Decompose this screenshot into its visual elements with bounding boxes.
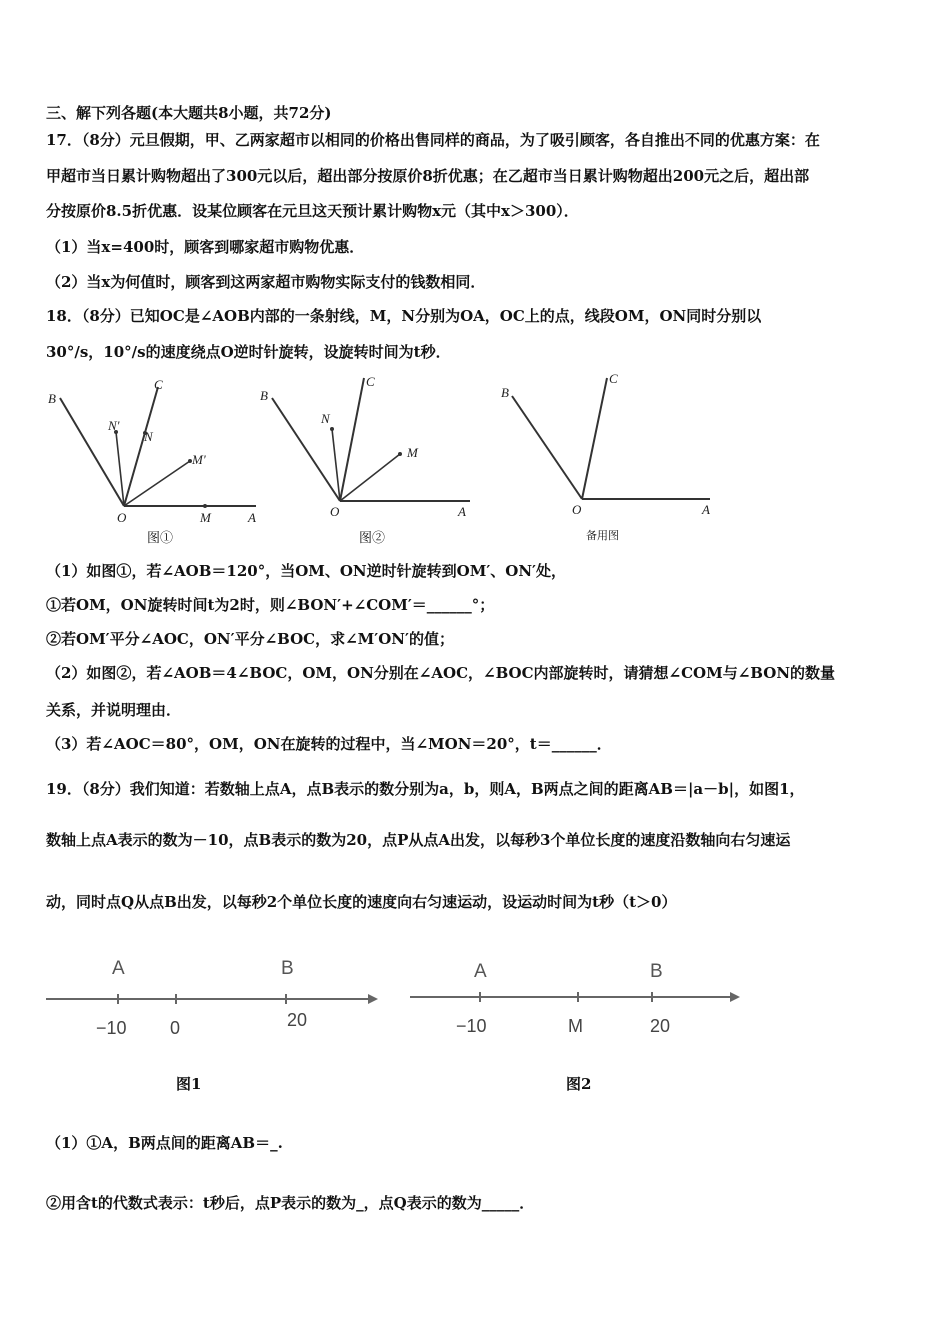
q18-part2b: 关系，并说明理由． bbox=[46, 701, 182, 719]
q18-part1a: ①若OM，ON旋转时间t为2时，则∠BON′+∠COM′＝______°； bbox=[46, 596, 495, 614]
label-c: C bbox=[366, 374, 375, 389]
q18-figure-3-caption: 备用图 bbox=[586, 529, 619, 542]
label-n-prime: N' bbox=[108, 418, 120, 433]
q19-figure-2 bbox=[408, 950, 748, 1045]
label-o: O bbox=[330, 504, 340, 519]
tick-label: 0 bbox=[170, 1018, 181, 1038]
label-c: C bbox=[154, 377, 163, 392]
q18-line2: 30°/s，10°/s的速度绕点O逆时针旋转，设旋转时间为t秒． bbox=[46, 343, 451, 361]
q17-line1: 17．（8分）元旦假期，甲、乙两家超市以相同的价格出售同样的商品，为了吸引顾客，各自推出不同的优惠方案：在 bbox=[46, 131, 820, 149]
label-n: N bbox=[321, 411, 330, 426]
q18-figure-3 bbox=[492, 368, 722, 538]
q18-part3: （3）若∠AOC＝80°，OM，ON在旋转的过程中，当∠MON＝20°，t＝______． bbox=[46, 735, 612, 753]
q19-line3: 动，同时点Q从点B出发，以每秒2个单位长度的速度向右匀速运动，设运动时间为t秒（t＞0） bbox=[46, 893, 677, 911]
q17-line3: 分按原价8.5折优惠．设某位顾客在元旦这天预计累计购物x元（其中x＞300）． bbox=[46, 202, 579, 220]
q19-line1: 19．（8分）我们知道：若数轴上点A，点B表示的数分别为a，b，则A，B两点之间的距离AB＝|a－b|，如图1， bbox=[46, 780, 805, 798]
tick-label: 20 bbox=[650, 1016, 671, 1036]
point-b-label: B bbox=[650, 961, 663, 982]
label-c: C bbox=[609, 371, 618, 386]
point-b-label: B bbox=[281, 958, 294, 979]
label-o: O bbox=[117, 510, 127, 525]
q17-part2: （2）当x为何值时，顾客到这两家超市购物实际支付的钱数相同． bbox=[46, 273, 486, 291]
q18-part2a: （2）如图②，若∠AOB＝4∠BOC，OM，ON分别在∠AOC，∠BOC内部旋转时，请猜想∠COM与∠BON的数量 bbox=[46, 664, 836, 682]
ray-ob bbox=[60, 398, 124, 506]
section-title: 三、解下列各题(本大题共8小题，共72分) bbox=[46, 104, 332, 122]
label-m: M bbox=[407, 445, 418, 460]
label-n: N bbox=[144, 429, 153, 444]
q19-part1: （1）①A，B两点间的距离AB＝_. bbox=[46, 1134, 283, 1152]
q18-figure-2-caption: 图② bbox=[359, 531, 386, 546]
q18-figure-1-caption: 图① bbox=[147, 531, 174, 546]
q19-figure-1 bbox=[44, 950, 384, 1045]
q18-figure-1 bbox=[44, 375, 264, 545]
q18-line1: 18．（8分）已知OC是∠AOB内部的一条射线，M，N分别为OA，OC上的点，线段OM，ON同时分别以 bbox=[46, 307, 762, 325]
ray-oc bbox=[124, 387, 158, 506]
tick-label: 20 bbox=[287, 1010, 308, 1030]
label-b: B bbox=[260, 388, 268, 403]
tick-label: −10 bbox=[456, 1016, 487, 1036]
point-a-label: A bbox=[112, 958, 125, 979]
q17-part1: （1）当x=400时，顾客到哪家超市购物优惠． bbox=[46, 238, 365, 256]
label-a: A bbox=[248, 510, 256, 525]
q18-figure-2 bbox=[254, 372, 484, 542]
q19-figure-2-caption: 图2 bbox=[566, 1075, 592, 1093]
label-m: M bbox=[200, 510, 211, 525]
q19-figure-1-caption: 图1 bbox=[176, 1075, 202, 1093]
label-a: A bbox=[702, 502, 710, 517]
label-m-prime: M' bbox=[192, 452, 206, 467]
label-b: B bbox=[501, 385, 509, 400]
q19-line2: 数轴上点A表示的数为－10，点B表示的数为20，点P从点A出发，以每秒3个单位长度的速度沿数轴向右匀速运 bbox=[46, 831, 791, 849]
q18-part1: （1）如图①，若∠AOB＝120°，当OM、ON逆时针旋转到OM′、ON′处， bbox=[46, 562, 567, 580]
point-a-label: A bbox=[474, 961, 487, 982]
q17-line2: 甲超市当日累计购物超出了300元以后，超出部分按原价8折优惠；在乙超市当日累计购物超出200元之后，超出部 bbox=[46, 167, 810, 185]
q18-part1b: ②若OM′平分∠AOC，ON′平分∠BOC，求∠M′ON′的值； bbox=[46, 630, 454, 648]
label-o: O bbox=[572, 502, 582, 517]
q19-part2: ②用含t的代数式表示：t秒后，点P表示的数为_，点Q表示的数为_____． bbox=[46, 1194, 535, 1212]
tick-label: −10 bbox=[96, 1018, 127, 1038]
label-a: A bbox=[458, 504, 466, 519]
label-b: B bbox=[48, 391, 56, 406]
tick-label: M bbox=[568, 1016, 583, 1036]
